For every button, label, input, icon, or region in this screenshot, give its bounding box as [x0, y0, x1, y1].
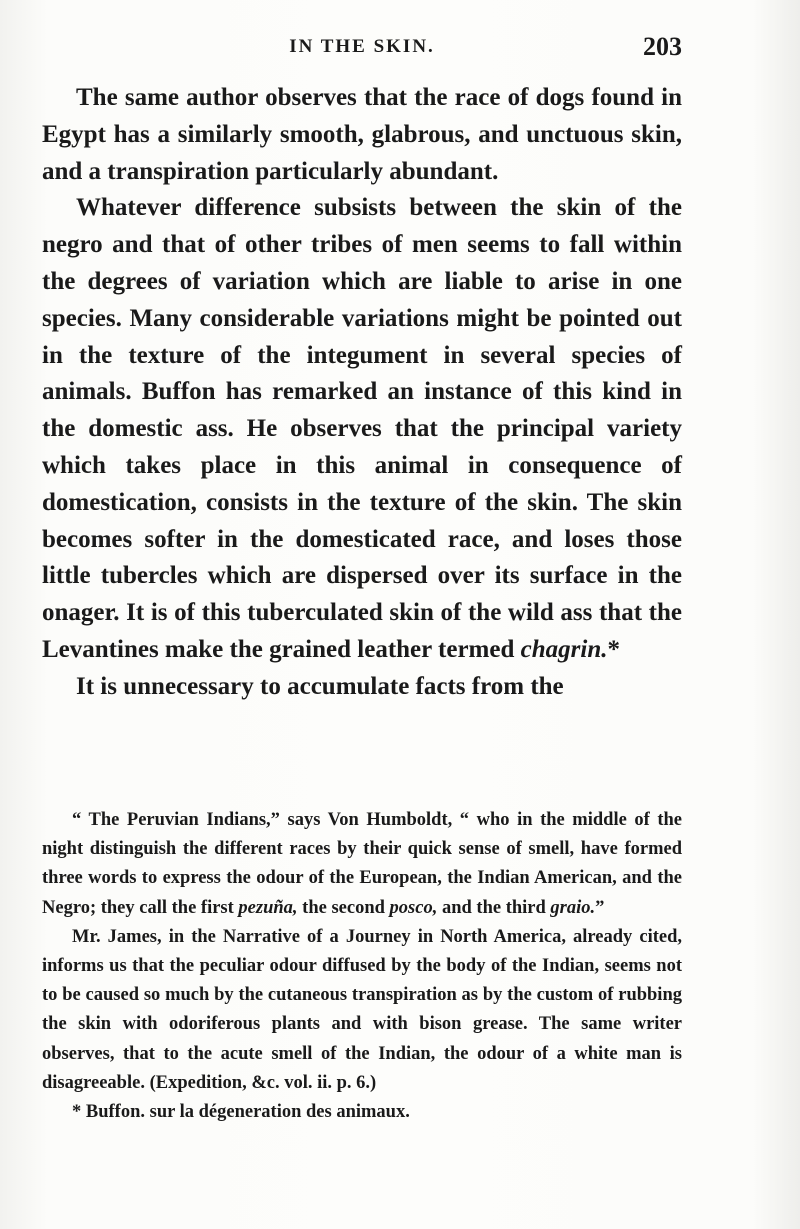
- note-james: Mr. James, in the Narrative of a Journey in North America, already cited, informs us that the peculiar odour diffused by the body of the Indian, seems not to be caused so much by the cutaneous transpiration as by the custom of rubbing the skin with odoriferous plants and with bison grease. The same writer observes, that to the acute smell of the Indian, the odour of a white man is disagreeable. (Expedition, &c. vol. ii. p. 6.): [42, 926, 682, 1093]
- paragraph-2: [42, 190, 682, 668]
- footnotes: [42, 806, 682, 1127]
- chagrin-term: chagrin.: [520, 635, 608, 663]
- term-graio: graio.: [550, 897, 596, 918]
- closing-quote: ”: [595, 897, 605, 918]
- term-posco: posco,: [389, 897, 438, 918]
- page-header: [42, 32, 682, 68]
- paragraph-3: It is unnecessary to accumulate facts from the: [76, 672, 564, 700]
- term-pezuna: pezuña,: [238, 897, 298, 918]
- note-buffon: * Buffon. sur la dégeneration des animaux.: [72, 1102, 410, 1123]
- note-humboldt-mid: the second: [302, 897, 385, 918]
- note-humboldt-end: and the third: [441, 897, 546, 918]
- note-humboldt: [42, 806, 682, 923]
- paragraph-1: The same author observes that the race of dogs found in Egypt has a similarly smooth, glabrous, and unctuous skin, and a transpiration particularly abundant.: [42, 84, 682, 185]
- running-head: IN THE SKIN.: [289, 36, 435, 57]
- footnote-marker: *: [607, 635, 620, 663]
- paragraph-2-text: Whatever difference subsists between the skin of the negro and that of other tribes of men seems to fall within the degrees of variation which are liable to arise in one species. Many considerable variations might be pointed out in the texture of the integument in several species of animals. Buffon has remarked an instance of this kind in the domestic ass. He observes that the principal variety which takes place in this animal in consequence of domestication, consists in the texture of the skin. The skin becomes softer in the domesticated race, and loses those little tubercles which are dispersed over its surface in the onager. It is of this tuberculated skin of the wild ass that the Levantines make the grained leather termed: [42, 194, 682, 663]
- page-number: 203: [643, 32, 682, 61]
- main-text: [42, 80, 682, 706]
- note-humboldt-text: “ The Peruvian Indians,” says Von Humboldt, “ who in the middle of the night distinguish the different races by their quick sense of smell, have formed three words to express the odour of the European, the Indian American, and the Negro; they call the first: [42, 810, 682, 918]
